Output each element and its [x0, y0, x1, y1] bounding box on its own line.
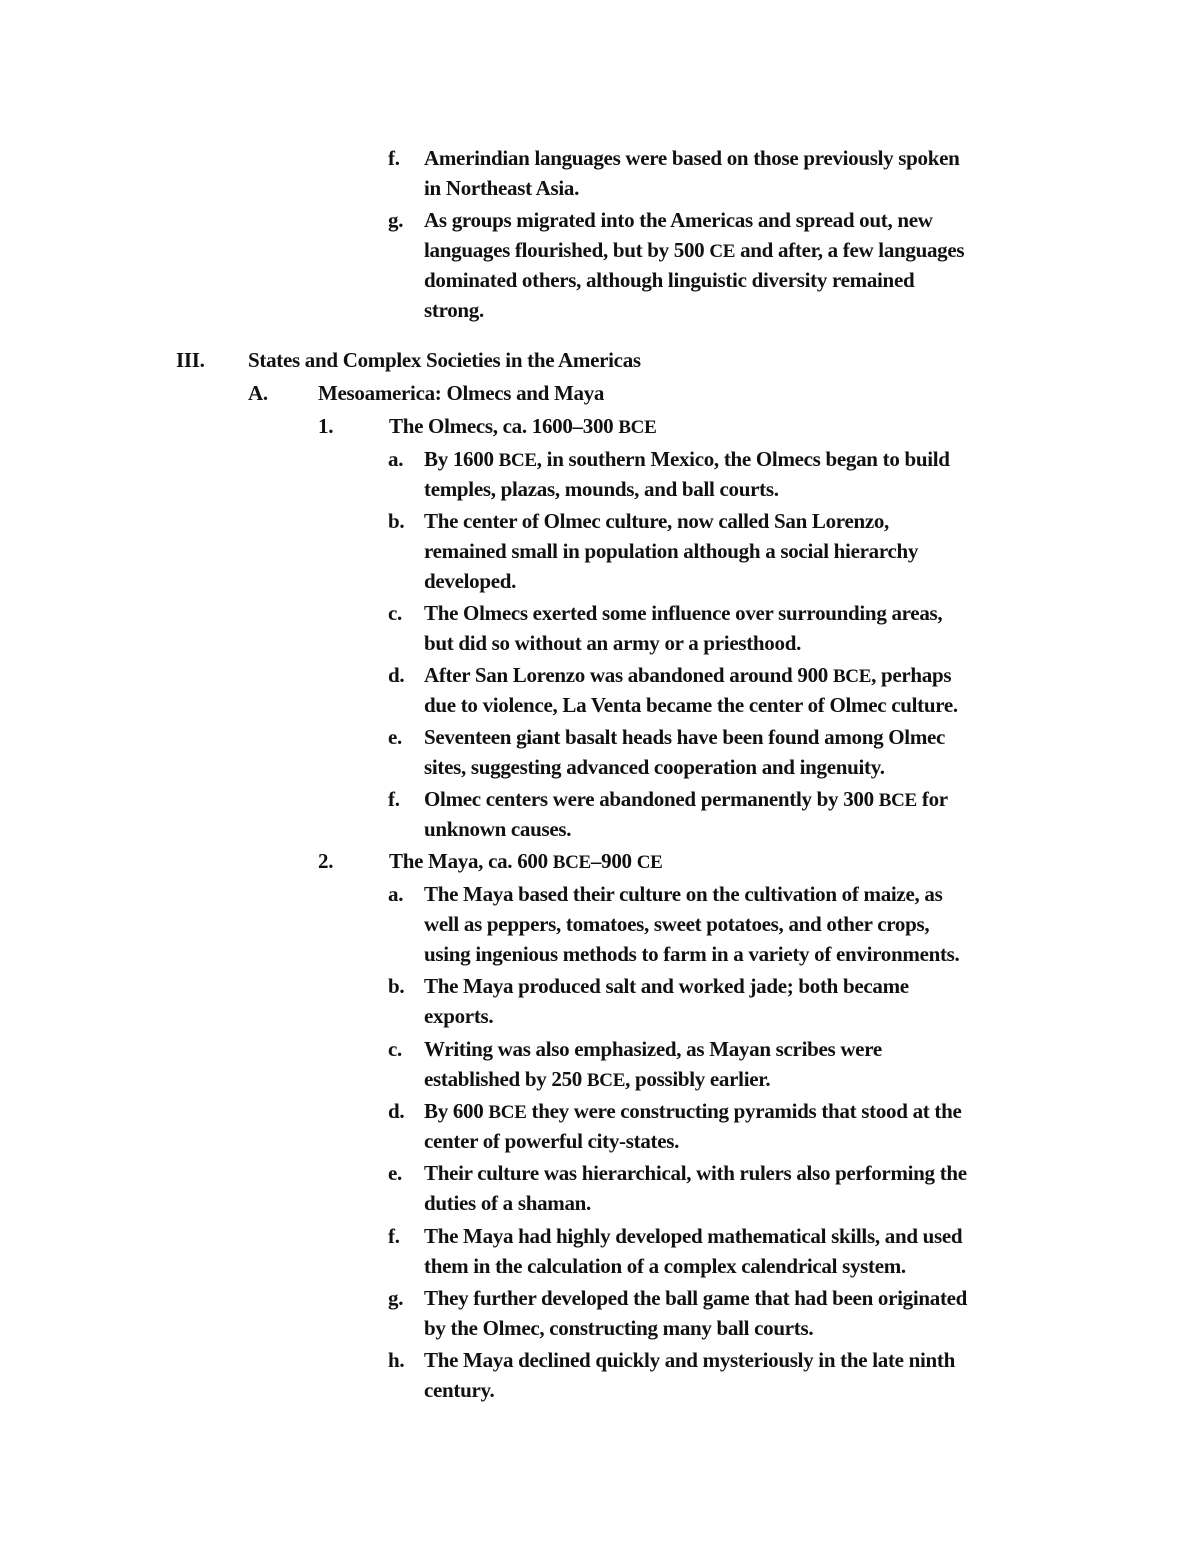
text-run: The Olmecs, ca. 1600–300 — [389, 414, 619, 438]
item-text-line: unknown causes. — [424, 817, 572, 841]
item-text-line: using ingenious methods to farm in a variety of environments. — [424, 942, 960, 966]
text-run: languages flourished, but by 500 — [424, 238, 710, 262]
text-run: , possibly earlier. — [625, 1067, 771, 1091]
item-text-line: The Maya produced salt and worked jade; both became — [424, 974, 909, 998]
section-title: States and Complex Societies in the Americas — [248, 348, 641, 372]
subsection-title: Mesoamerica: Olmecs and Maya — [318, 381, 605, 405]
item-text-line: dominated others, although linguistic diversity remained — [424, 268, 915, 292]
text-run: After San Lorenzo was abandoned around 900 — [424, 663, 833, 687]
item-text-line — [424, 1064, 770, 1096]
item-text-line: developed. — [424, 569, 517, 593]
item-text-line: well as peppers, tomatoes, sweet potatoes, and other crops, — [424, 912, 930, 936]
item-text-line: The Olmecs exerted some influence over surrounding areas, — [424, 601, 943, 625]
item-text-line — [424, 235, 964, 267]
text-run: By 1600 — [424, 447, 499, 471]
item-marker: f. — [388, 146, 400, 170]
subsection-marker: A. — [248, 381, 268, 405]
era-abbrev: BCE — [586, 1070, 626, 1091]
item-text-line: Amerindian languages were based on those previously spoken — [424, 146, 960, 170]
item-text-line: but did so without an army or a priesthood. — [424, 631, 802, 655]
text-run: By 600 — [424, 1099, 489, 1123]
era-abbrev: BCE — [488, 1102, 527, 1123]
text-run: , in southern Mexico, the Olmecs began to build — [536, 447, 950, 471]
item-text-line — [424, 660, 951, 692]
item-marker: e. — [388, 1161, 402, 1185]
topic-marker: 2. — [318, 849, 334, 873]
text-run: The Maya, ca. 600 — [389, 849, 553, 873]
item-text-line: temples, plazas, mounds, and ball courts. — [424, 477, 779, 501]
item-text-line: The Maya had highly developed mathematical skills, and used — [424, 1224, 963, 1248]
item-marker: g. — [388, 208, 404, 232]
item-marker: d. — [388, 1099, 405, 1123]
item-marker: a. — [388, 447, 404, 471]
item-marker: e. — [388, 725, 402, 749]
topic-marker: 1. — [318, 414, 334, 438]
era-abbrev: BCE — [498, 450, 537, 471]
topic-title — [389, 411, 656, 443]
item-text-line: sites, suggesting advanced cooperation and ingenuity. — [424, 755, 885, 779]
item-text-line: As groups migrated into the Americas and spread out, new — [424, 208, 933, 232]
item-marker: g. — [388, 1286, 404, 1310]
item-marker: a. — [388, 882, 404, 906]
text-run: –900 — [590, 849, 637, 873]
era-abbrev: CE — [636, 852, 663, 873]
item-text-line: exports. — [424, 1004, 494, 1028]
item-text-line: The Maya based their culture on the cultivation of maize, as — [424, 882, 943, 906]
text-run: for — [916, 787, 948, 811]
item-text-line: in Northeast Asia. — [424, 176, 580, 200]
era-abbrev: CE — [709, 241, 736, 262]
text-run: they were constructing pyramids that stood at the — [526, 1099, 962, 1123]
item-text-line: They further developed the ball game that had been originated — [424, 1286, 968, 1310]
item-marker: d. — [388, 663, 405, 687]
item-text-line: The center of Olmec culture, now called San Lorenzo, — [424, 509, 890, 533]
item-marker: b. — [388, 509, 405, 533]
item-text-line: them in the calculation of a complex calendrical system. — [424, 1254, 906, 1278]
item-text-line: Writing was also emphasized, as Mayan scribes were — [424, 1037, 882, 1061]
section-marker: III. — [176, 348, 205, 372]
item-text-line: Seventeen giant basalt heads have been found among Olmec — [424, 725, 946, 749]
item-text-line: remained small in population although a social hierarchy — [424, 539, 919, 563]
text-run: Olmec centers were abandoned permanently by 300 — [424, 787, 879, 811]
item-text-line: The Maya declined quickly and mysteriously in the late ninth — [424, 1348, 955, 1372]
item-text-line — [424, 784, 948, 816]
item-text-line: Their culture was hierarchical, with rulers also performing the — [424, 1161, 967, 1185]
topic-title — [389, 846, 662, 878]
item-marker: f. — [388, 787, 400, 811]
item-text-line: century. — [424, 1378, 495, 1402]
item-text-line: center of powerful city-states. — [424, 1129, 680, 1153]
item-text-line — [424, 444, 950, 476]
era-abbrev: BCE — [552, 852, 591, 873]
item-text-line — [424, 1096, 962, 1128]
text-run: established by 250 — [424, 1067, 587, 1091]
item-text-line: duties of a shaman. — [424, 1191, 591, 1215]
era-abbrev: BCE — [878, 790, 917, 811]
item-marker: f. — [388, 1224, 400, 1248]
item-text-line: strong. — [424, 298, 484, 322]
text-run: , perhaps — [871, 663, 952, 687]
era-abbrev: BCE — [832, 666, 872, 687]
item-text-line: due to violence, La Venta became the center of Olmec culture. — [424, 693, 958, 717]
item-marker: h. — [388, 1348, 405, 1372]
item-marker: c. — [388, 601, 402, 625]
item-text-line: by the Olmec, constructing many ball courts. — [424, 1316, 814, 1340]
item-marker: c. — [388, 1037, 402, 1061]
era-abbrev: BCE — [618, 417, 657, 438]
item-marker: b. — [388, 974, 405, 998]
text-run: and after, a few languages — [735, 238, 965, 262]
